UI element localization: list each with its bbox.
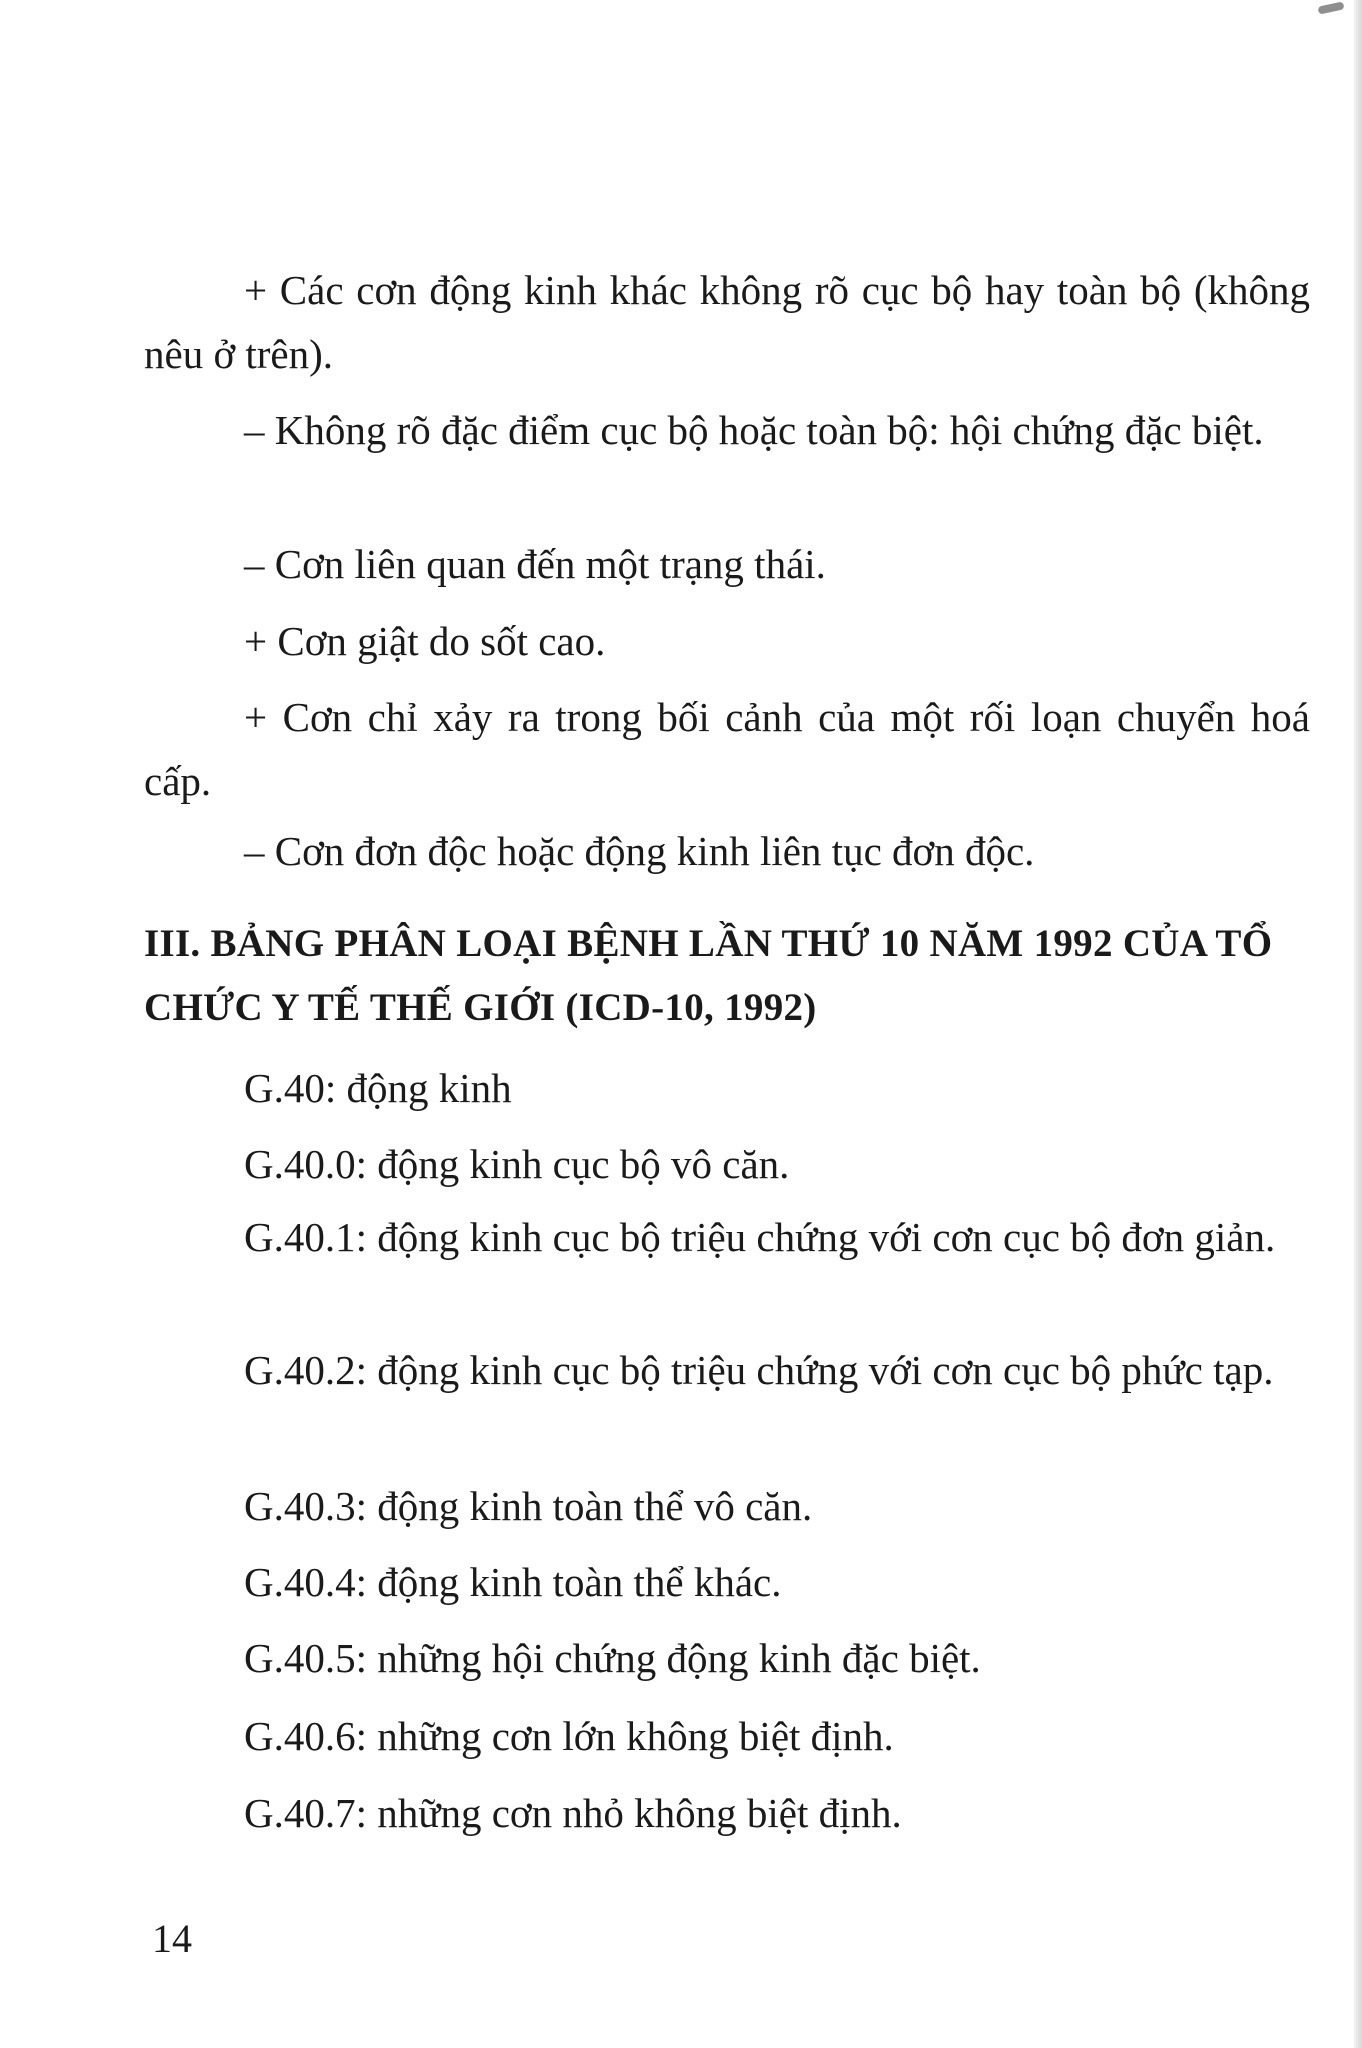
paragraph-state-related: – Cơn liên quan đến một trạng thái. [244, 541, 826, 587]
section-heading: III. BẢNG PHÂN LOẠI BỆNH LẦN THỨ 10 NĂM 1992 CỦA TỔ CHỨC Y TẾ THẾ GIỚI (ICD-10, 1992) [144, 922, 1273, 1029]
paragraph-special-syndrome: – Không rõ đặc điểm cục bộ hoặc toàn bộ: hội chứng đặc biệt. [244, 407, 1264, 453]
code-item-g40-4: G.40.4: động kinh toàn thể khác. [244, 1559, 782, 1605]
code-item-g40-7: G.40.7: những cơn nhỏ không biệt định. [244, 1790, 902, 1836]
code-item-g40-0: G.40.0: động kinh cục bộ vô căn. [244, 1141, 790, 1187]
code-item-g40-6: G.40.6: những cơn lớn không biệt định. [244, 1713, 894, 1759]
paragraph-metabolic: + Cơn chỉ xảy ra trong bối cảnh của một rối loạn chuyển hoá cấp. [144, 694, 1310, 804]
code-item-g40-5: G.40.5: những hội chứng động kinh đặc biệt. [244, 1635, 981, 1681]
corner-smudge [1317, 1, 1344, 14]
code-item-g40-3: G.40.3: động kinh toàn thể vô căn. [244, 1483, 813, 1529]
code-item-g40: G.40: động kinh [244, 1065, 512, 1111]
code-item-g40-1: G.40.1: động kinh cục bộ triệu chứng với cơn cục bộ đơn giản. [244, 1214, 1276, 1260]
page-edge-shadow [1354, 0, 1362, 2048]
paragraph-isolated: – Cơn đơn độc hoặc động kinh liên tục đơn độc. [244, 828, 1035, 874]
page-number: 14 [152, 1916, 192, 1961]
paragraph-febrile: + Cơn giật do sốt cao. [244, 618, 606, 664]
paragraph-other-seizures: + Các cơn động kinh khác không rõ cục bộ hay toàn bộ (không nêu ở trên). [144, 267, 1310, 377]
code-item-g40-2: G.40.2: động kinh cục bộ triệu chứng với cơn cục bộ phức tạp. [244, 1347, 1274, 1393]
